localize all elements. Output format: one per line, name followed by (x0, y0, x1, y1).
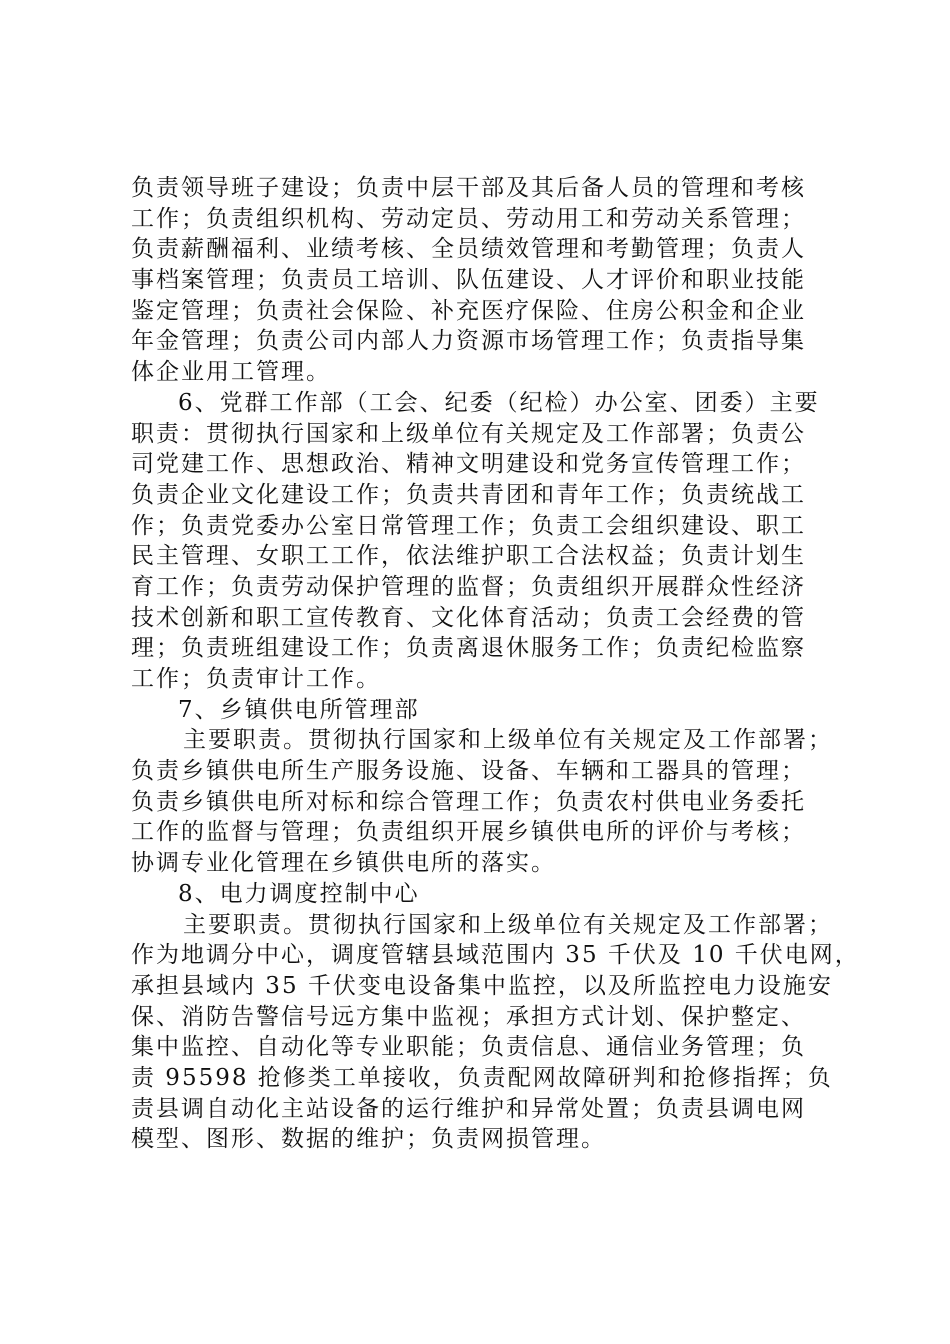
section-heading: 7、乡镇供电所管理部 (178, 696, 420, 723)
text-line: 负责乡镇供电所生产服务设施、设备、车辆和工器具的管理； (131, 758, 806, 785)
text-line: 年金管理；负责公司内部人力资源市场管理工作；负责指导集 (131, 328, 806, 355)
text-line: 育工作；负责劳动保护管理的监督；负责组织开展群众性经济 (131, 573, 806, 600)
text-line: 负责乡镇供电所对标和综合管理工作；负责农村供电业务委托 (131, 788, 806, 815)
section-heading: 8、电力调度控制中心 (178, 880, 420, 907)
text-line: 负责企业文化建设工作；负责共青团和青年工作；负责统战工 (131, 481, 806, 508)
text-line: 作；负责党委办公室日常管理工作；负责工会组织建设、职工 (131, 512, 806, 539)
text-line: 责县调自动化主站设备的运行维护和异常处置；负责县调电网 (131, 1095, 806, 1122)
text-line: 集中监控、自动化等专业职能；负责信息、通信业务管理；负 (131, 1034, 806, 1061)
text-line: 模型、图形、数据的维护；负责网损管理。 (131, 1126, 606, 1153)
text-line: 责 95598 抢修类工单接收，负责配网故障研判和抢修指挥；负 (131, 1064, 833, 1091)
text-line: 保、消防告警信号远方集中监视；承担方式计划、保护整定、 (131, 1003, 806, 1030)
section-heading: 6、党群工作部（工会、纪委（纪检）办公室、团委）主要 (178, 389, 820, 416)
text-line: 工作；负责组织机构、劳动定员、劳动用工和劳动关系管理； (131, 205, 806, 232)
text-line: 民主管理、女职工工作，依法维护职工合法权益；负责计划生 (131, 543, 806, 570)
text-line: 职责：贯彻执行国家和上级单位有关规定及工作部署；负责公 (131, 420, 806, 447)
text-line: 主要职责。贯彻执行国家和上级单位有关规定及工作部署； (183, 727, 833, 754)
text-line: 主要职责。贯彻执行国家和上级单位有关规定及工作部署； (183, 911, 833, 938)
text-line: 工作；负责审计工作。 (131, 666, 381, 692)
text-line: 理；负责班组建设工作；负责离退休服务工作；负责纪检监察 (131, 635, 806, 662)
text-line: 负责领导班子建设；负责中层干部及其后备人员的管理和考核 (131, 175, 806, 201)
text-line: 司党建工作、思想政治、精神文明建设和党务宣传管理工作； (131, 451, 806, 478)
text-line: 负责薪酬福利、业绩考核、全员绩效管理和考勤管理；负责人 (131, 236, 806, 263)
text-line: 作为地调分中心，调度管辖县域范围内 35 千伏及 10 千伏电网， (131, 942, 860, 969)
text-line: 技术创新和职工宣传教育、文化体育活动；负责工会经费的管 (131, 604, 806, 631)
text-line: 体企业用工管理。 (131, 359, 331, 386)
text-line: 协调专业化管理在乡镇供电所的落实。 (131, 850, 556, 877)
text-line: 工作的监督与管理；负责组织开展乡镇供电所的评价与考核； (131, 819, 806, 846)
document-body (131, 173, 860, 1155)
text-line: 事档案管理；负责员工培训、队伍建设、人才评价和职业技能 (131, 267, 806, 294)
text-line: 鉴定管理；负责社会保险、补充医疗保险、住房公积金和企业 (131, 297, 806, 324)
text-line: 承担县域内 35 千伏变电设备集中监控，以及所监控电力设施安 (131, 972, 833, 999)
